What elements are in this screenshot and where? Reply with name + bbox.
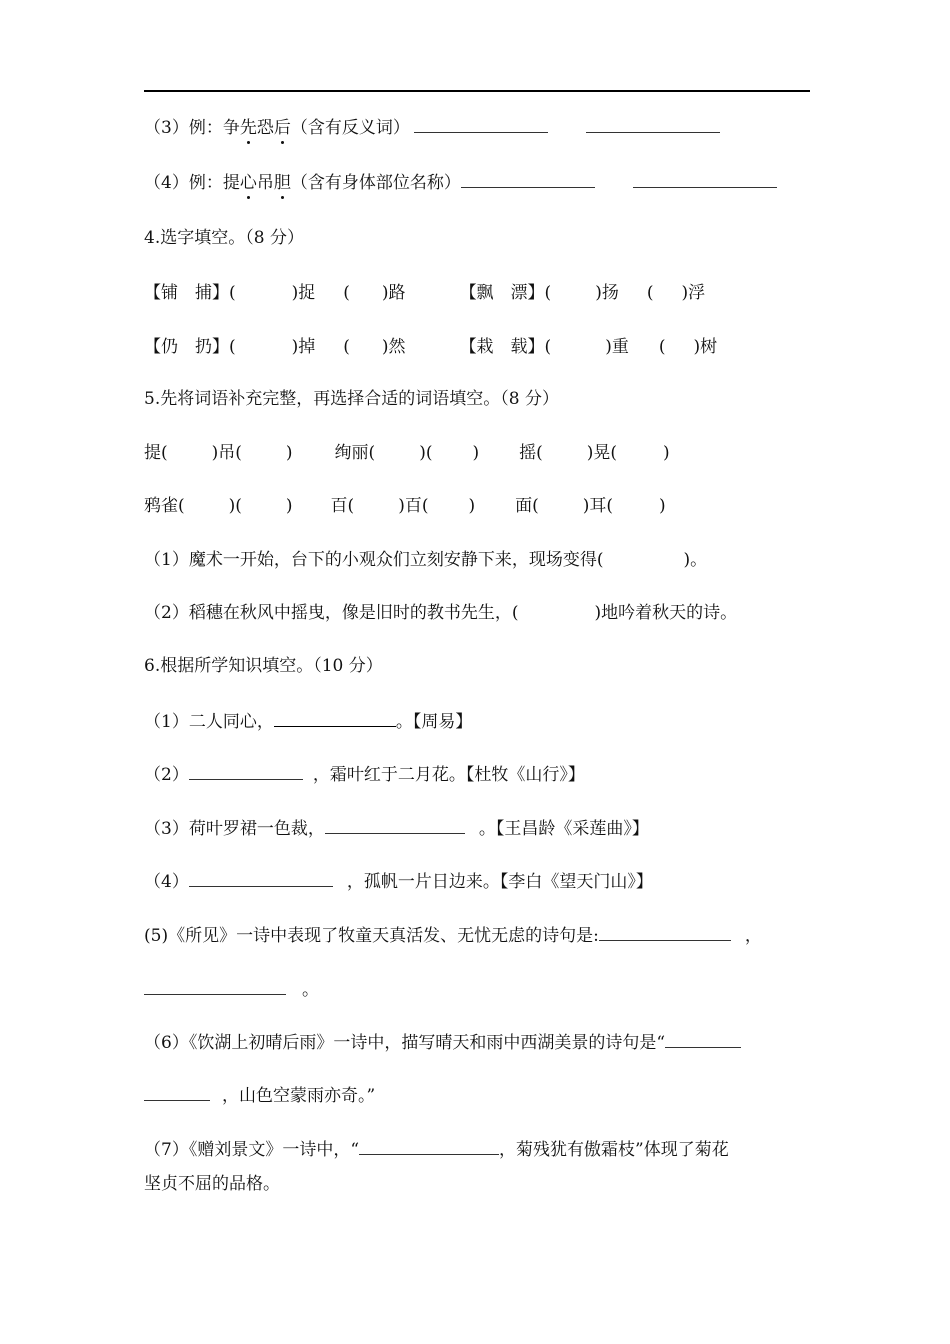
section4-row1: [144, 281, 705, 305]
section6-item-4: [144, 868, 653, 894]
pair-zai: 【栽 载】(: [459, 337, 552, 357]
q4-prefix: （4）例：提: [144, 173, 240, 193]
section5-sentence-2: [144, 601, 737, 625]
paren-close: ): [285, 496, 293, 516]
idiom-ti: 提(: [144, 443, 168, 463]
top-rule: [144, 90, 810, 92]
paren-mid: )(: [419, 443, 433, 463]
word-zhuo: )捉: [291, 283, 316, 303]
q4-answer-blank-1[interactable]: [461, 169, 595, 188]
word-shu: )树: [693, 337, 718, 357]
paren-close: ): [468, 496, 476, 516]
section6-item-6-cont: [144, 1082, 375, 1108]
item-5-text: (5)《所见》一诗中表现了牧童天真活发、无忧无虑的诗句是:: [144, 926, 599, 946]
idiom-yaque: 鸦雀(: [144, 496, 185, 516]
section6-item-2: [144, 761, 585, 787]
q4-suffix: （含有身体部位名称）: [290, 173, 461, 193]
sentence-2-text: （2）稻穗在秋风中摇曳，像是旧时的教书先生，(: [144, 603, 519, 623]
paren-close: ): [659, 496, 666, 516]
section6-item-5: [144, 922, 762, 948]
item-1-blank[interactable]: [274, 708, 396, 727]
idiom-huang: )晃(: [586, 443, 617, 463]
paren-open: (: [343, 337, 350, 357]
section5-row2: [144, 494, 666, 518]
item-5-end: 。: [302, 980, 319, 1000]
q4-dotted-char-1: 心: [239, 173, 257, 193]
paren-close: ): [472, 443, 480, 463]
word-yang: )扬: [595, 283, 619, 303]
idiom-bai2: )百(: [398, 496, 429, 516]
q3-mid: 恐: [256, 118, 274, 138]
word-ran: )然: [381, 337, 406, 357]
q4-line: [144, 169, 777, 195]
pair-pu-bu: 【铺 捕】(: [144, 283, 236, 303]
sentence-1-end: )。: [683, 550, 708, 570]
q3-line: [144, 114, 720, 140]
section4-row2: [144, 335, 717, 359]
word-fu: )浮: [681, 283, 706, 303]
paren-close: ): [663, 443, 670, 463]
q3-dotted-char-1: 先: [239, 118, 257, 138]
section5-title: 5.先将词语补充完整，再选择合适的词语填空。（8 分）: [144, 389, 559, 409]
q3-prefix: （3）例：争: [144, 118, 240, 138]
item-5-blank-1[interactable]: [599, 922, 731, 941]
word-lu: )路: [381, 283, 406, 303]
item-7-text: （7）《赠刘景文》一诗中，“: [144, 1140, 360, 1160]
word-zhong: )重: [605, 337, 629, 357]
paren-close: ): [285, 443, 293, 463]
item-4-text: ，孤帆一片日边来。【李白《望天门山》】: [346, 872, 653, 892]
word-diao: )掉: [291, 337, 316, 357]
item-6-blank-1[interactable]: [665, 1029, 741, 1048]
section6-item-3: [144, 815, 649, 841]
q4-mid: 吊: [256, 173, 274, 193]
section4-title: 4.选字填空。（8 分）: [144, 228, 304, 248]
item-2-num: （2）: [144, 765, 189, 785]
section6-item-7: [144, 1136, 729, 1162]
item-2-blank[interactable]: [189, 761, 303, 780]
item-6-end: ，山色空蒙雨亦奇。”: [222, 1086, 376, 1106]
q3-answer-blank-1[interactable]: [414, 114, 548, 133]
section5-row1: [144, 441, 670, 465]
item-1-text: （1）二人同心，: [144, 712, 274, 732]
q4-dotted-char-2: 胆: [273, 173, 291, 193]
item-5-comma: ，: [744, 926, 762, 946]
item-4-blank[interactable]: [189, 868, 333, 887]
sentence-1-text: （1）魔术一开始，台下的小观众们立刻安静下来，现场变得(: [144, 550, 604, 570]
idiom-er: )耳(: [582, 496, 613, 516]
idiom-bai: 百(: [330, 496, 355, 516]
section6-item-1: [144, 708, 472, 734]
idiom-xuanli: 绚丽(: [334, 443, 376, 463]
q3-answer-blank-2[interactable]: [586, 114, 720, 133]
item-3-blank[interactable]: [325, 815, 465, 834]
paren-open: (: [646, 283, 654, 303]
sentence-2-end: )地吟着秋天的诗。: [594, 603, 738, 623]
q3-dotted-char-2: 后: [273, 118, 291, 138]
item-5-blank-2[interactable]: [144, 976, 286, 995]
section6-item-5-cont: [144, 976, 319, 1002]
q4-answer-blank-2[interactable]: [633, 169, 777, 188]
item-7-blank[interactable]: [359, 1136, 499, 1155]
paren-mid: )(: [228, 496, 242, 516]
item-3-text: （3）荷叶罗裙一色裁，: [144, 819, 325, 839]
item-1-source: 。【周易】: [395, 712, 473, 732]
item-4-num: （4）: [144, 872, 189, 892]
idiom-diao: )吊(: [211, 443, 242, 463]
item-7-mid: ，菊残犹有傲霜枝”体现了菊花: [499, 1140, 729, 1160]
section6-title: 6.根据所学知识填空。（10 分）: [144, 656, 383, 676]
item-6-blank-2[interactable]: [144, 1082, 210, 1101]
section6-item-6: [144, 1029, 741, 1055]
paren-open: (: [343, 283, 350, 303]
item-3-source: 。【王昌龄《采莲曲》】: [478, 819, 649, 839]
idiom-yao: 摇(: [519, 443, 543, 463]
section6-item-7-cont: 坚贞不屈的品格。: [144, 1174, 280, 1194]
item-2-text: ，霜叶红于二月花。【杜牧《山行》】: [312, 765, 585, 785]
q3-suffix: （含有反义词）: [290, 118, 410, 138]
idiom-mian: 面(: [515, 496, 539, 516]
pair-reng: 【仍 扔】(: [144, 337, 236, 357]
paren-open: (: [658, 337, 666, 357]
section5-sentence-1: [144, 548, 707, 572]
pair-piao: 【飘 漂】(: [459, 283, 552, 303]
item-6-text: （6）《饮湖上初晴后雨》一诗中，描写晴天和雨中西湖美景的诗句是“: [144, 1033, 666, 1053]
